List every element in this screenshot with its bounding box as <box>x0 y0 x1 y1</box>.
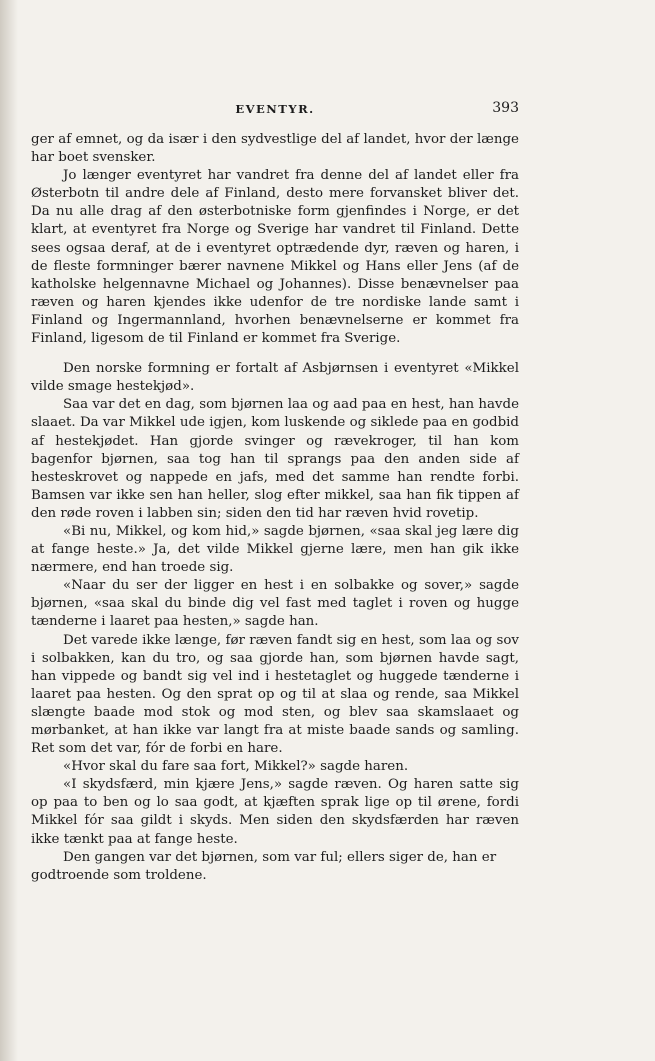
paragraph-6: «Naar du ser der ligger en hest i en solbakke og sover,» sagde bjørnen, «saa skal du binde dig vel fast med taglet i roven og hugge tænderne i laaret paa hesten,» sagde han. <box>31 578 519 630</box>
paragraph-3: Den norske formning er fortalt af Asbjørnsen i eventyret «Mikkel vilde smage hestekjød». <box>31 361 519 395</box>
page-number: 393 <box>492 100 519 116</box>
body-text <box>31 131 519 885</box>
paragraph-10: Den gangen var det bjørnen, som var ful; ellers siger de, han er godtroende som troldene. <box>31 849 497 883</box>
paragraph-4: Saa var det en dag, som bjørnen laa og aad paa en hest, han havde slaaet. Da var Mikkel ude igjen, kom luskende og siklede paa en godbid af hestekjødet. Han gjorde svinger og rævekroger, til han kom bagenfor bjørnen, saa tog han til sprangs paa den anden side af hesteskrovet og nappede en jafs, med det samme han rendte forbi. Bamsen var ikke sen han heller, slog efter mikkel, saa han fik tippen af den røde roven i labben sin; siden den tid har ræven hvid rovetip. <box>31 397 519 521</box>
paragraph-7: Det varede ikke længe, før ræven fandt sig en hest, som laa og sov i solbakken, kan du tro, og saa gjorde han, som bjørnen havde sagt, han vippede og bandt sig vel ind i hestetaglet og huggede tænderne i laaret paa hesten. Og den sprat op og til at slaa og rende, saa Mikkel slængte baade mod stok og mod sten, og blev saa skamslaaet og mørbanket, at han ikke var langt fra at miste baade sands og samling. Ret som det var, fór de forbi en hare. <box>31 632 519 757</box>
paragraph-2: Jo længer eventyret har vandret fra denne del af landet eller fra Østerbotn til andre dele af Finland, desto mere forvansket bliver det. Da nu alle drag af den østerbotniske form gjenfindes i Norge, er det klart, at eventyret fra Norge og Sverige har vandret til Finland. Dette sees ogsaa deraf, at de i eventyret optrædende dyr, ræven og haren, i de fleste formninger bærer navnene Mikkel og Hans eller Jens (af de katholske helgennavne Michael og Johannes). Disse benævnelser paa ræven og haren kjendes ikke udenfor de tre nordiske lande samt i Finland og Ingermannland, hvorhen benævnelserne er kommet fra Finland, ligesom de til Finland er kommet fra Sverige. <box>31 168 519 347</box>
paragraph-9: «I skydsfærd, min kjære Jens,» sagde ræven. Og haren satte sig op paa to ben og lo saa godt, at kjæften sprak lige op til ørene, fordi Mikkel fór saa gildt i skyds. Men siden den skydsfærden har ræven ikke tænkt paa at fange heste. <box>31 777 519 847</box>
running-title: EVENTYR. <box>235 102 315 116</box>
spine-shadow <box>0 0 18 1061</box>
paragraph-8: «Hvor skal du fare saa fort, Mikkel?» sagde haren. <box>63 759 409 775</box>
paragraph-5: «Bi nu, Mikkel, og kom hid,» sagde bjørnen, «saa skal jeg lære dig at fange heste.» Ja, det vilde Mikkel gjerne lære, men han gik ikke nærmere, end han troede sig. <box>31 523 519 576</box>
paragraph-1: ger af emnet, og da især i den sydvestlige del af landet, hvor der længe har boet svensker. <box>31 132 519 166</box>
page-header <box>31 100 519 122</box>
